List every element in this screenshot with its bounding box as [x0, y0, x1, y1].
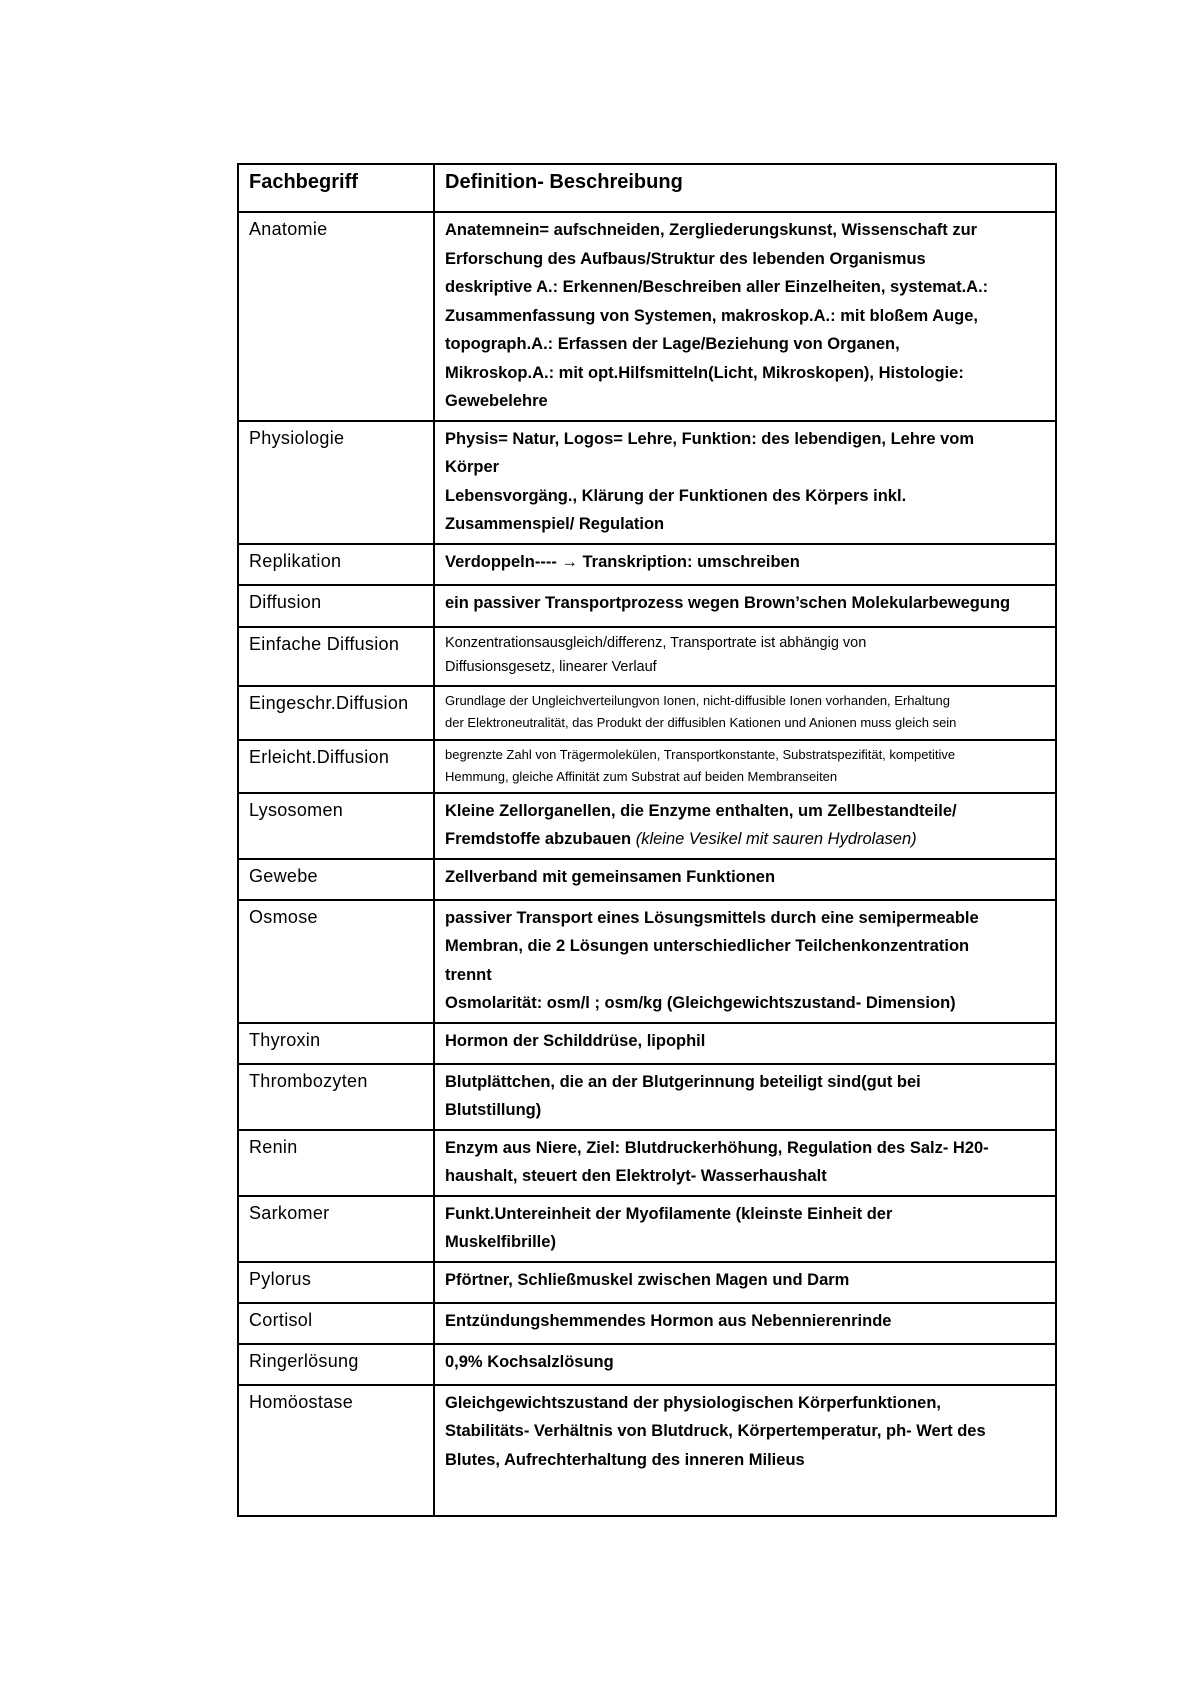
definition-cell: [434, 1064, 1056, 1130]
definition-cell: [434, 1385, 1056, 1516]
definition-line: haushalt, steuert den Elektrolyt- Wasserhaushalt: [445, 1167, 827, 1185]
definition-line: trennt: [445, 965, 492, 984]
table-row: [238, 900, 1056, 1023]
table-row: [238, 1196, 1056, 1262]
table-row: [238, 793, 1056, 859]
term-cell: Replikation: [238, 544, 434, 585]
definition-italic-note: (kleine Vesikel mit sauren Hydrolasen): [635, 830, 917, 848]
definition-line: begrenzte Zahl von Trägermolekülen, Transportkonstante, Substratspezifität, kompetitive: [445, 746, 956, 762]
definition-line: Anatemnein= aufschneiden, Zergliederungskunst, Wissenschaft zur: [445, 221, 978, 239]
definition-cell: [434, 740, 1056, 793]
table-row: [238, 585, 1056, 627]
table-row: [238, 1303, 1056, 1344]
definition-line: Mikroskop.A.: mit opt.Hilfsmitteln(Licht, Mikroskopen), Histologie:: [445, 363, 964, 382]
term-cell: Renin: [238, 1130, 434, 1196]
definition-line: Entzündungshemmendes Hormon aus Nebennierenrinde: [445, 1311, 892, 1330]
definition-line: ein passiver Transportprozess wegen Brown’schen Molekularbewegung: [445, 593, 1011, 612]
definition-line: Körper: [445, 458, 500, 476]
term-cell: Cortisol: [238, 1303, 434, 1344]
table-header-row: [238, 164, 1056, 212]
definition-line: Hormon der Schilddrüse, lipophil: [445, 1031, 706, 1050]
term-cell: Diffusion: [238, 585, 434, 627]
definition-line: Gleichgewichtszustand der physiologischen Körperfunktionen,: [445, 1393, 941, 1412]
definition-line: Enzym aus Niere, Ziel: Blutdruckerhöhung, Regulation des Salz- H20-: [445, 1138, 989, 1157]
definition-cell: [434, 212, 1056, 421]
definition-cell: [434, 1303, 1056, 1344]
term-cell: Erleicht.Diffusion: [238, 740, 434, 793]
header-term: Fachbegriff: [238, 164, 434, 212]
definition-line: 0,9% Kochsalzlösung: [445, 1352, 614, 1371]
definition-cell: [434, 793, 1056, 859]
term-cell: Pylorus: [238, 1262, 434, 1303]
definition-cell: [434, 900, 1056, 1023]
definition-cell: [434, 627, 1056, 686]
term-cell: Thrombozyten: [238, 1064, 434, 1130]
table-row: [238, 1385, 1056, 1516]
definition-line: Funkt.Untereinheit der Myofilamente (kleinste Einheit der: [445, 1204, 893, 1223]
definition-line: passiver Transport eines Lösungsmittels durch eine semipermeable: [445, 908, 979, 927]
definition-line: Stabilitäts- Verhältnis von Blutdruck, Körpertemperatur, ph- Wert des: [445, 1422, 986, 1440]
table-row: [238, 212, 1056, 421]
definition-line: Physis= Natur, Logos= Lehre, Funktion: des lebendigen, Lehre vom: [445, 429, 975, 448]
term-cell: Osmose: [238, 900, 434, 1023]
definition-line: Blutes, Aufrechterhaltung des inneren Milieus: [445, 1450, 805, 1469]
definition-line: Hemmung, gleiche Affinität zum Substrat auf beiden Membranseiten: [445, 768, 838, 784]
definition-line: Verdoppeln---- → Transkription: umschreiben: [445, 552, 800, 571]
definition-cell: [434, 1196, 1056, 1262]
term-cell: Anatomie: [238, 212, 434, 421]
table-row: [238, 1130, 1056, 1196]
definition-line: Blutplättchen, die an der Blutgerinnung beteiligt sind(gut bei: [445, 1072, 921, 1091]
table-row: [238, 421, 1056, 544]
table-row: [238, 1344, 1056, 1385]
table-row: [238, 544, 1056, 585]
definition-line: Zusammenfassung von Systemen, makroskop.A.: mit bloßem Auge,: [445, 306, 979, 325]
definition-line: Muskelfibrille): [445, 1233, 556, 1251]
definition-cell: [434, 544, 1056, 585]
term-cell: Thyroxin: [238, 1023, 434, 1064]
table-row: [238, 1064, 1056, 1130]
definition-line: Konzentrationsausgleich/differenz, Transportrate ist abhängig von: [445, 634, 867, 651]
definition-line: Diffusionsgesetz, linearer Verlauf: [445, 658, 657, 675]
definition-cell: [434, 1262, 1056, 1303]
definition-line: Kleine Zellorganellen, die Enzyme enthalten, um Zellbestandteile/: [445, 801, 957, 820]
table-body: [238, 212, 1056, 1516]
definition-line: topograph.A.: Erfassen der Lage/Beziehung von Organen,: [445, 335, 900, 353]
table-row: [238, 627, 1056, 686]
term-cell: Physiologie: [238, 421, 434, 544]
definition-line: Lebensvorgäng., Klärung der Funktionen des Körpers inkl.: [445, 486, 907, 505]
definition-line: Pförtner, Schließmuskel zwischen Magen und Darm: [445, 1270, 850, 1289]
definition-cell: [434, 1023, 1056, 1064]
term-cell: Eingeschr.Diffusion: [238, 686, 434, 740]
term-cell: Homöostase: [238, 1385, 434, 1516]
definition-line: Grundlage der Ungleichverteilungvon Ionen, nicht-diffusible Ionen vorhanden, Erhaltung: [445, 692, 950, 708]
definition-line: Erforschung des Aufbaus/Struktur des lebenden Organismus: [445, 249, 926, 268]
definition-line: deskriptive A.: Erkennen/Beschreiben aller Einzelheiten, systemat.A.:: [445, 278, 989, 296]
glossary-table: [237, 163, 1057, 1517]
definition-cell: [434, 585, 1056, 627]
definition-line: Zusammenspiel/ Regulation: [445, 515, 665, 533]
definition-line: Osmolarität: osm/l ; osm/kg (Gleichgewichtszustand- Dimension): [445, 994, 956, 1012]
definition-cell: [434, 421, 1056, 544]
definition-line: Zellverband mit gemeinsamen Funktionen: [445, 867, 776, 886]
definition-line: Fremdstoffe abzubauen (kleine Vesikel mit sauren Hydrolasen): [445, 830, 917, 848]
table-row: [238, 740, 1056, 793]
definition-line: Membran, die 2 Lösungen unterschiedlicher Teilchenkonzentration: [445, 937, 970, 955]
definition-line: Gewebelehre: [445, 392, 548, 410]
header-definition: Definition- Beschreibung: [434, 164, 1056, 212]
term-cell: Einfache Diffusion: [238, 627, 434, 686]
definition-cell: [434, 1130, 1056, 1196]
term-cell: Sarkomer: [238, 1196, 434, 1262]
term-cell: Ringerlösung: [238, 1344, 434, 1385]
definition-cell: [434, 686, 1056, 740]
definition-cell: [434, 1344, 1056, 1385]
term-cell: Lysosomen: [238, 793, 434, 859]
definition-cell: [434, 859, 1056, 900]
table-row: [238, 1262, 1056, 1303]
term-cell: Gewebe: [238, 859, 434, 900]
table-row: [238, 686, 1056, 740]
table-row: [238, 859, 1056, 900]
definition-line: Blutstillung): [445, 1101, 542, 1119]
definition-line: der Elektroneutralität, das Produkt der diffusiblen Kationen und Anionen muss gleich sein: [445, 714, 957, 730]
table-row: [238, 1023, 1056, 1064]
